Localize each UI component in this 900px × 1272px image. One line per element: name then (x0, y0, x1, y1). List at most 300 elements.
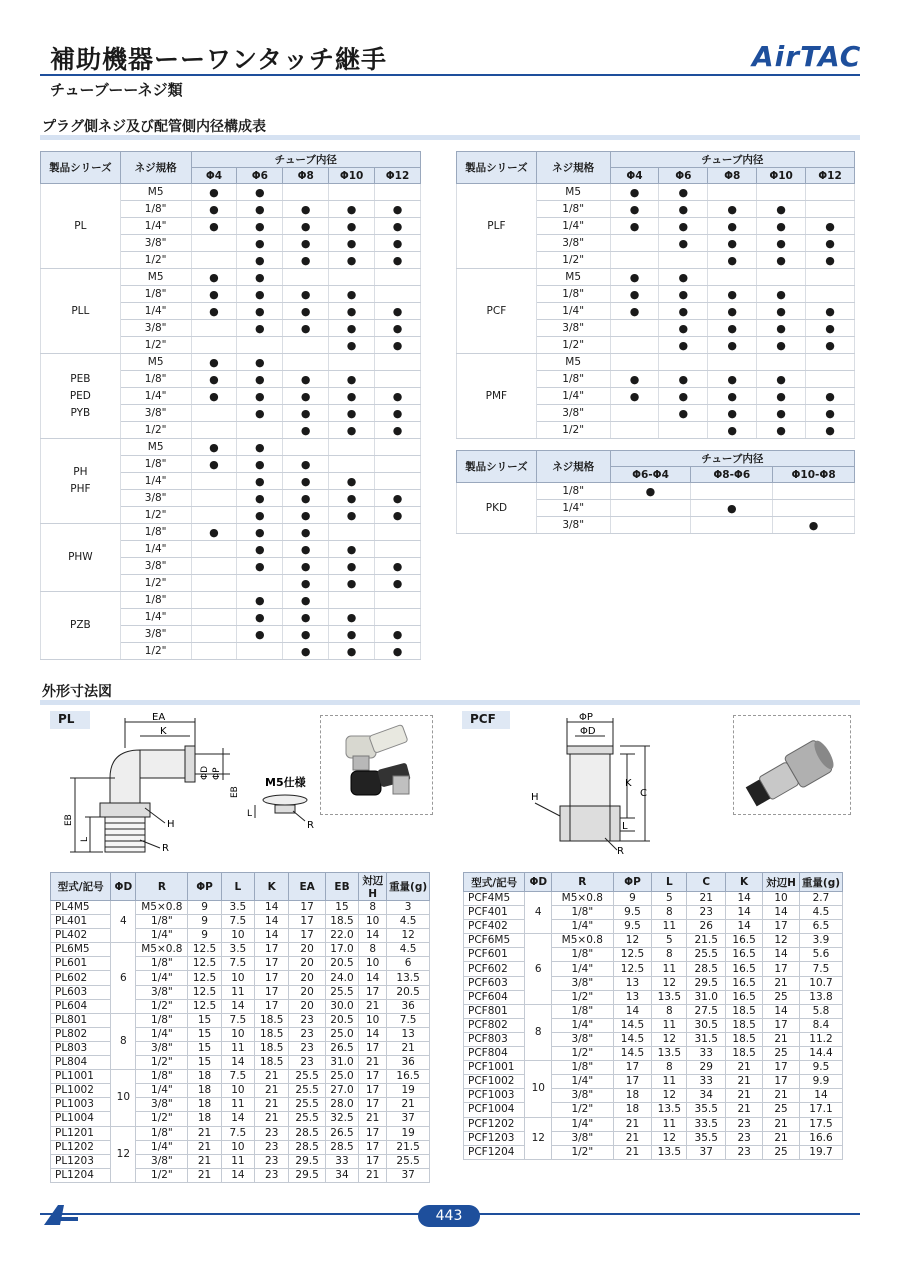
availability-cell (757, 218, 806, 235)
availability-cell (708, 422, 757, 439)
availability-cell (329, 354, 375, 371)
availability-dot: ● (346, 287, 357, 301)
availability-dot: ● (678, 338, 689, 352)
availability-dot: ● (776, 304, 786, 318)
thread-cell: 1/8" (120, 524, 191, 541)
availability-cell (806, 388, 855, 405)
dim-value-cell: 11 (652, 1018, 687, 1032)
dim-value-cell: 1/8" (552, 948, 613, 962)
dim-value-cell: 8 (652, 1061, 687, 1075)
availability-cell (375, 252, 421, 269)
dim-value-cell: 37 (387, 1112, 430, 1126)
dim-value-cell: 17 (763, 1075, 800, 1089)
dim-value-cell: 18 (188, 1070, 221, 1084)
availability-dot: ● (300, 236, 311, 250)
dim-value-cell: 23 (726, 1131, 763, 1145)
dim-value-cell: 7.5 (387, 1013, 430, 1027)
dim-value-cell: 33.5 (687, 1117, 726, 1131)
availability-cell (237, 201, 283, 218)
dim-value-cell: 10 (763, 892, 800, 906)
pl-label-k: K (160, 726, 167, 737)
dim-row (464, 1047, 843, 1061)
availability-cell (237, 490, 283, 507)
availability-cell (708, 235, 757, 252)
dim-row (464, 948, 843, 962)
header-size: Φ6 (659, 168, 708, 184)
availability-cell (610, 201, 659, 218)
dim-value-cell: 15 (188, 1027, 221, 1041)
dim-row (464, 934, 843, 948)
dim-value-cell: 18.5 (726, 1018, 763, 1032)
model-cell: PCF804 (464, 1047, 525, 1061)
availability-cell (610, 517, 691, 534)
availability-cell (237, 592, 283, 609)
series-cell: PHW (41, 524, 121, 592)
availability-dot: ● (678, 236, 689, 250)
availability-dot: ● (255, 219, 265, 233)
thread-cell: M5 (120, 269, 191, 286)
availability-dot: ● (300, 474, 311, 488)
availability-dot: ● (346, 202, 357, 216)
dim-value-cell: 21 (763, 1117, 800, 1131)
availability-cell (708, 354, 757, 371)
availability-dot: ● (825, 338, 835, 352)
dim-value-cell: 34 (687, 1089, 726, 1103)
dim-value-cell: 17 (289, 915, 325, 929)
thread-cell: 1/8" (120, 201, 191, 218)
availability-cell (237, 541, 283, 558)
thread-cell: 1/4" (120, 388, 191, 405)
dim-value-cell: 14 (359, 929, 387, 943)
availability-dot: ● (727, 372, 738, 386)
availability-dot: ● (346, 321, 357, 335)
thread-cell: 3/8" (536, 517, 610, 534)
thread-cell: 3/8" (120, 405, 191, 422)
availability-dot: ● (209, 202, 219, 216)
model-cell: PL6M5 (51, 943, 111, 957)
availability-cell (237, 473, 283, 490)
model-cell: PL801 (51, 1013, 111, 1027)
dim-value-cell: 7.5 (799, 962, 842, 976)
availability-dot: ● (255, 321, 265, 335)
model-cell: PL804 (51, 1056, 111, 1070)
availability-cell (283, 201, 329, 218)
tube-d-cell: 6 (525, 934, 552, 1004)
availability-cell (375, 643, 421, 660)
header-size: Φ10 (329, 168, 375, 184)
availability-dot: ● (255, 304, 265, 318)
dim-row (464, 1004, 843, 1018)
dim-value-cell: 25.5 (289, 1070, 325, 1084)
dim-row (464, 976, 843, 990)
availability-cell (806, 422, 855, 439)
availability-cell (375, 320, 421, 337)
dim-value-cell: 20.5 (325, 957, 358, 971)
dim-value-cell: 19 (387, 1126, 430, 1140)
dim-header-cell: R (136, 873, 188, 901)
dim-row (464, 1075, 843, 1089)
availability-dot: ● (808, 518, 819, 532)
availability-dot: ● (255, 270, 265, 284)
availability-cell (283, 575, 329, 592)
availability-cell (329, 184, 375, 201)
dim-value-cell: 21 (726, 1061, 763, 1075)
dim-value-cell: 35.5 (687, 1103, 726, 1117)
availability-cell (191, 507, 237, 524)
dim-value-cell: 12 (652, 1131, 687, 1145)
availability-cell (283, 371, 329, 388)
availability-cell (283, 541, 329, 558)
dim-row (51, 1098, 430, 1112)
matrix-row (41, 524, 421, 541)
availability-dot: ● (300, 389, 311, 403)
model-cell: PL603 (51, 985, 111, 999)
dim-value-cell: 21 (613, 1117, 652, 1131)
availability-dot: ● (727, 389, 738, 403)
dim-header-cell: R (552, 873, 613, 892)
dim-value-cell: 16.5 (726, 990, 763, 1004)
dim-value-cell: 36 (387, 1056, 430, 1070)
thread-cell: 1/2" (120, 422, 191, 439)
availability-dot: ● (255, 236, 265, 250)
dim-value-cell: 25.5 (325, 985, 358, 999)
availability-dot: ● (392, 219, 403, 233)
dim-value-cell: 21 (726, 1075, 763, 1089)
dim-value-cell: 14 (359, 1027, 387, 1041)
availability-dot: ● (346, 542, 357, 556)
availability-cell (283, 354, 329, 371)
section-bar (40, 135, 860, 140)
availability-cell (237, 626, 283, 643)
dim-value-cell: 28.5 (289, 1126, 325, 1140)
pl-label-ea: EA (152, 712, 166, 723)
availability-cell (329, 269, 375, 286)
dim-header-cell: 重量(g) (387, 873, 430, 901)
availability-cell (329, 286, 375, 303)
dim-value-cell: 25.5 (289, 1084, 325, 1098)
availability-dot: ● (645, 484, 656, 498)
availability-cell (806, 218, 855, 235)
thread-cell: 1/8" (536, 483, 610, 500)
availability-dot: ● (346, 304, 357, 318)
availability-dot: ● (392, 627, 403, 641)
availability-cell (329, 490, 375, 507)
matrix-row (457, 269, 855, 286)
availability-cell (375, 592, 421, 609)
dim-value-cell: 23 (289, 1013, 325, 1027)
dim-header-cell: EB (325, 873, 358, 901)
matrix-header-row (41, 152, 421, 168)
dim-header-cell: 対辺H (763, 873, 800, 892)
availability-cell (283, 388, 329, 405)
availability-cell (806, 303, 855, 320)
availability-cell (610, 354, 659, 371)
dim-value-cell: 17 (359, 1070, 387, 1084)
availability-cell (329, 592, 375, 609)
model-cell: PL802 (51, 1027, 111, 1041)
dim-row (51, 1126, 430, 1140)
series-cell: PLL (41, 269, 121, 354)
header-tube: チューブ内径 (610, 451, 854, 467)
dim-value-cell: 1/8" (136, 1013, 188, 1027)
availability-dot: ● (346, 253, 357, 267)
availability-dot: ● (629, 304, 640, 318)
pl-label-l: L (80, 836, 90, 842)
availability-dot: ● (678, 304, 689, 318)
dim-value-cell: 12.5 (188, 999, 221, 1013)
availability-dot: ● (255, 253, 265, 267)
availability-dot: ● (300, 423, 311, 437)
dim-value-cell: 9 (613, 892, 652, 906)
thread-cell: M5 (536, 354, 610, 371)
dim-value-cell: 10 (221, 971, 254, 985)
dim-row (464, 1032, 843, 1046)
dim-value-cell: 10 (359, 1013, 387, 1027)
dim-header-cell: ΦP (188, 873, 221, 901)
availability-cell (806, 201, 855, 218)
availability-cell (659, 320, 708, 337)
availability-dot: ● (678, 372, 689, 386)
dim-value-cell: 15 (325, 901, 358, 915)
availability-dot: ● (629, 202, 640, 216)
availability-cell (237, 609, 283, 626)
dim-row (51, 971, 430, 985)
dim-value-cell: 25 (763, 990, 800, 1004)
availability-cell (708, 337, 757, 354)
series-cell: PL (41, 184, 121, 269)
availability-cell (283, 439, 329, 456)
dim-value-cell: 17 (763, 1018, 800, 1032)
availability-dot: ● (392, 389, 403, 403)
dim-value-cell: 11 (221, 1154, 254, 1168)
thread-cell: 1/2" (536, 252, 610, 269)
dim-value-cell: 18.5 (255, 1041, 289, 1055)
thread-cell: 1/4" (120, 609, 191, 626)
availability-cell (237, 303, 283, 320)
dim-row (464, 1103, 843, 1117)
availability-cell (329, 201, 375, 218)
availability-cell (329, 507, 375, 524)
dim-value-cell: 9 (188, 929, 221, 943)
header-size: Φ10-Φ8 (773, 467, 855, 483)
dim-value-cell: 17 (255, 971, 289, 985)
availability-cell (191, 456, 237, 473)
dim-value-cell: 1/4" (552, 1117, 613, 1131)
dim-value-cell: 3/8" (552, 1131, 613, 1145)
availability-cell (191, 592, 237, 609)
availability-cell (659, 269, 708, 286)
availability-cell (283, 456, 329, 473)
availability-dot: ● (255, 287, 265, 301)
availability-dot: ● (727, 236, 738, 250)
availability-cell (659, 201, 708, 218)
dim-value-cell: 28.5 (289, 1140, 325, 1154)
dim-row (464, 892, 843, 906)
availability-dot: ● (776, 287, 786, 301)
availability-cell (708, 269, 757, 286)
thread-cell: M5 (120, 354, 191, 371)
dim-value-cell: 20.5 (325, 1013, 358, 1027)
availability-dot: ● (209, 389, 219, 403)
availability-dot: ● (825, 304, 835, 318)
availability-cell (329, 626, 375, 643)
availability-dot: ● (392, 338, 403, 352)
pl-hex (100, 803, 150, 817)
availability-dot: ● (300, 253, 311, 267)
dim-value-cell: M5×0.8 (552, 892, 613, 906)
compatibility-table-right (456, 151, 855, 439)
header-series: 製品シリーズ (41, 152, 121, 184)
dim-value-cell: 17 (613, 1075, 652, 1089)
availability-cell (237, 422, 283, 439)
dim-row (51, 929, 430, 943)
availability-dot: ● (300, 304, 311, 318)
dim-row (51, 957, 430, 971)
availability-dot: ● (678, 389, 689, 403)
thread-cell: 3/8" (536, 235, 610, 252)
series-cell: PEB PED PYB (41, 354, 121, 439)
dim-value-cell: 10 (221, 1027, 254, 1041)
dim-value-cell: 17.1 (799, 1103, 842, 1117)
availability-cell (375, 490, 421, 507)
dim-value-cell: 12 (652, 1089, 687, 1103)
availability-cell (237, 575, 283, 592)
dim-value-cell: 33 (687, 1075, 726, 1089)
tube-d-cell: 10 (111, 1070, 136, 1126)
thread-cell: 1/4" (120, 218, 191, 235)
dim-value-cell: 23 (687, 906, 726, 920)
availability-dot: ● (255, 525, 265, 539)
availability-cell (610, 184, 659, 201)
dim-value-cell: 1/4" (136, 1140, 188, 1154)
model-cell: PCF802 (464, 1018, 525, 1032)
header-size: Φ6 (237, 168, 283, 184)
availability-cell (237, 456, 283, 473)
availability-cell (708, 405, 757, 422)
thread-cell: 3/8" (120, 320, 191, 337)
model-cell: PL1202 (51, 1140, 111, 1154)
dim-value-cell: 18 (613, 1103, 652, 1117)
dim-value-cell: 10 (359, 915, 387, 929)
dim-value-cell: 26.5 (325, 1041, 358, 1055)
model-cell: PCF402 (464, 920, 525, 934)
availability-cell (237, 184, 283, 201)
dim-value-cell: 1/2" (552, 1047, 613, 1061)
dim-value-cell: 12.5 (613, 948, 652, 962)
dim-row (464, 1145, 843, 1159)
dim-value-cell: 17 (255, 999, 289, 1013)
thread-cell: 3/8" (120, 490, 191, 507)
dim-value-cell: 7.5 (221, 1070, 254, 1084)
availability-dot: ● (255, 627, 265, 641)
thread-cell: 1/2" (120, 575, 191, 592)
dim-value-cell: 14 (255, 915, 289, 929)
dim-value-cell: 17 (255, 985, 289, 999)
availability-cell (191, 337, 237, 354)
dim-value-cell: 2.7 (799, 892, 842, 906)
dim-value-cell: 12 (652, 1032, 687, 1046)
pcf-label-r: R (617, 846, 624, 856)
dim-value-cell: 1/8" (136, 1070, 188, 1084)
availability-dot: ● (727, 338, 738, 352)
model-cell: PCF401 (464, 906, 525, 920)
availability-dot: ● (346, 423, 357, 437)
availability-cell (375, 405, 421, 422)
dim-row (51, 1070, 430, 1084)
availability-dot: ● (678, 287, 689, 301)
dim-value-cell: 14 (763, 948, 800, 962)
availability-cell (773, 500, 855, 517)
dim-value-cell: 17 (763, 1061, 800, 1075)
dim-header-cell: ΦD (525, 873, 552, 892)
dim-value-cell: 12 (652, 976, 687, 990)
availability-cell (283, 507, 329, 524)
dim-value-cell: 1/8" (136, 957, 188, 971)
dim-value-cell: 29.5 (289, 1154, 325, 1168)
availability-cell (708, 388, 757, 405)
dim-row (51, 1168, 430, 1182)
dim-value-cell: 21 (387, 1041, 430, 1055)
pcf-dimension-table (463, 872, 843, 1160)
dim-value-cell: 14 (613, 1004, 652, 1018)
dim-header-cell: L (221, 873, 254, 901)
availability-cell (283, 303, 329, 320)
thread-cell: 1/8" (120, 456, 191, 473)
dim-value-cell: 1/2" (136, 1112, 188, 1126)
dim-value-cell: 1/4" (136, 1084, 188, 1098)
availability-dot: ● (776, 372, 786, 386)
airtac-logo: AirTAC (752, 40, 862, 73)
dim-value-cell: 14.4 (799, 1047, 842, 1061)
availability-cell (375, 541, 421, 558)
thread-cell: 1/4" (120, 473, 191, 490)
dim-value-cell: 17 (359, 1154, 387, 1168)
dim-header-cell: 型式/記号 (51, 873, 111, 901)
dim-row (464, 1117, 843, 1131)
availability-cell (191, 490, 237, 507)
dim-value-cell: 28.5 (687, 962, 726, 976)
pl-label-eb-side: EB (230, 786, 240, 798)
availability-cell (237, 320, 283, 337)
pl-label-r: R (162, 843, 169, 854)
dim-value-cell: 21 (255, 1112, 289, 1126)
availability-cell (329, 371, 375, 388)
dim-value-cell: 9.5 (613, 920, 652, 934)
dim-value-cell: 29.5 (289, 1168, 325, 1182)
footer-logo-mark (40, 1203, 80, 1227)
section-bar (40, 700, 860, 705)
pcf-label-h: H (531, 792, 539, 803)
availability-dot: ● (209, 304, 219, 318)
thread-cell: 1/8" (120, 592, 191, 609)
dim-value-cell: 10 (221, 1140, 254, 1154)
dim-row (464, 1089, 843, 1103)
dim-value-cell: 14 (726, 920, 763, 934)
pl-m5-label: M5仕様 (265, 776, 306, 789)
dim-value-cell: 3/8" (136, 1098, 188, 1112)
availability-cell (708, 303, 757, 320)
thread-cell: 1/2" (536, 422, 610, 439)
dim-row (464, 990, 843, 1004)
model-cell: PL1004 (51, 1112, 111, 1126)
dim-value-cell: 1/4" (136, 971, 188, 985)
availability-cell (283, 269, 329, 286)
dim-value-cell: 17 (763, 920, 800, 934)
availability-dot: ● (300, 372, 311, 386)
dim-value-cell: 25 (763, 1145, 800, 1159)
pcf-hex (560, 806, 620, 841)
availability-dot: ● (776, 202, 786, 216)
